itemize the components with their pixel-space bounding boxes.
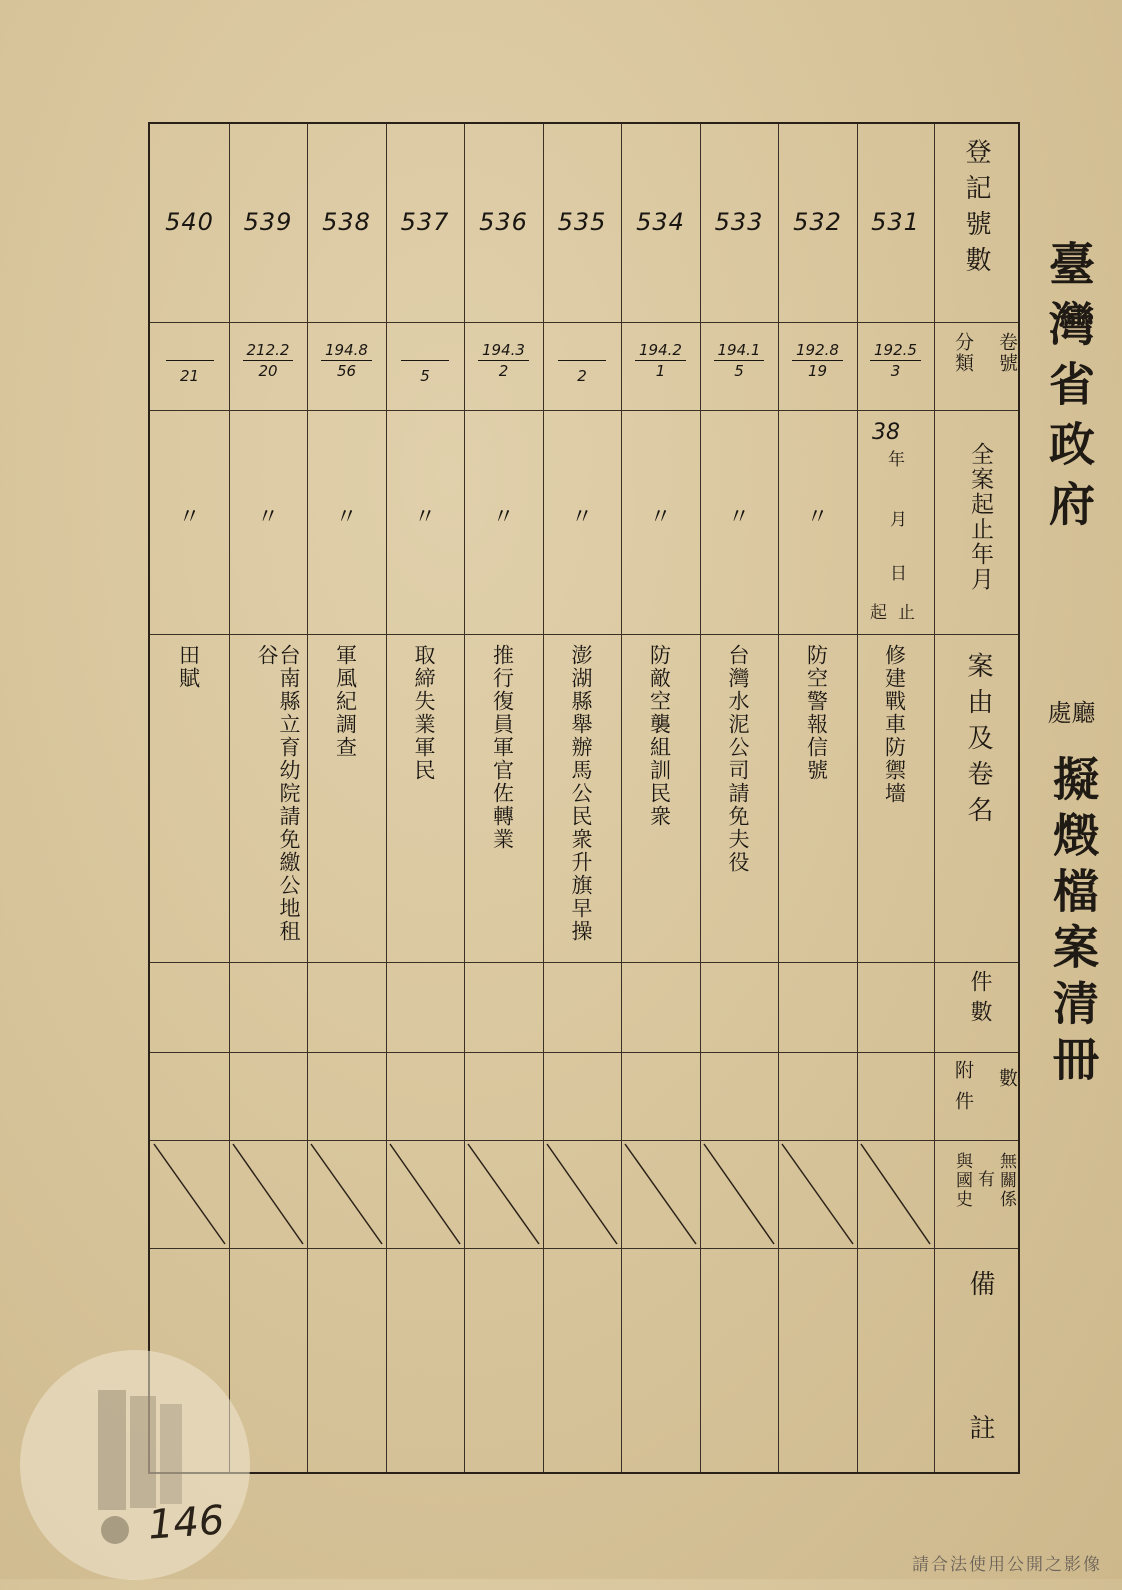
period-ditto: 〃 — [727, 505, 750, 530]
volume-category: 194.2 — [635, 340, 686, 361]
row-divider — [150, 322, 1018, 323]
row-divider — [150, 634, 1018, 635]
relation-slash — [464, 1140, 543, 1248]
volume-no: 3 — [890, 362, 901, 380]
archive-register-table — [148, 122, 1020, 1474]
header-relation-a: 無關係 — [996, 1152, 1016, 1209]
relation-slash-line — [782, 1144, 853, 1244]
period-ditto: 〃 — [649, 505, 672, 530]
volume-category — [558, 340, 606, 361]
watermark-text: 請合法使用公開之影像 — [912, 1555, 1102, 1575]
header-subject: 案由及卷名 — [963, 652, 993, 832]
header-relation-c: 與國史 — [952, 1152, 972, 1209]
volume-no: 5 — [734, 362, 744, 380]
reg-number: 531 — [871, 208, 920, 236]
column-divider — [857, 124, 858, 1472]
period-ditto: 〃 — [178, 505, 201, 530]
period-ditto: 〃 — [806, 505, 829, 530]
period-year-label: 年 — [884, 450, 904, 467]
volume-no: 1 — [655, 362, 666, 380]
column-divider — [778, 124, 779, 1472]
reg-number: 539 — [243, 208, 293, 236]
period-start-label: 起 — [870, 603, 887, 623]
column-divider — [307, 124, 308, 1472]
header-period: 全案起止年月 — [967, 442, 993, 592]
header-remarks-2: 註 — [965, 1414, 995, 1450]
subject-title: 防敵空襲組訓民衆 — [647, 644, 672, 828]
relation-slash — [307, 1140, 386, 1248]
volume-number — [386, 340, 464, 386]
period-ditto: 〃 — [256, 505, 279, 530]
reg-number: 533 — [714, 208, 764, 236]
relation-slash — [857, 1140, 934, 1248]
volume-number — [778, 340, 857, 381]
column-divider — [229, 124, 230, 1472]
relation-slash-line — [233, 1144, 303, 1244]
period-ditto: 〃 — [335, 505, 358, 530]
relation-slash — [150, 1140, 229, 1248]
volume-category: 194.8 — [321, 340, 372, 361]
period-ditto: 〃 — [492, 505, 515, 530]
column-divider — [543, 124, 544, 1472]
page-number: 146 — [146, 1497, 226, 1549]
relation-slash — [700, 1140, 778, 1248]
column-divider — [464, 124, 465, 1472]
subject-title: 軍風紀調查 — [333, 644, 358, 759]
volume-category: 192.8 — [792, 340, 843, 361]
column-divider — [934, 124, 935, 1472]
relation-slash-line — [390, 1144, 460, 1244]
volume-no: 5 — [420, 367, 430, 385]
relation-slash — [621, 1140, 700, 1248]
reg-number: 532 — [793, 208, 842, 236]
volume-category: 212.2 — [243, 340, 294, 361]
subject-title: 修建戰車防禦墻 — [882, 644, 907, 805]
reg-number: 536 — [479, 208, 528, 236]
relation-slash-line — [468, 1144, 539, 1244]
period-end-label: 止 — [898, 603, 915, 623]
volume-category — [401, 340, 449, 361]
volume-no: 20 — [258, 362, 278, 380]
column-divider — [621, 124, 622, 1472]
relation-slash-line — [704, 1144, 774, 1244]
relation-slash-line — [861, 1144, 930, 1244]
reg-number: 537 — [400, 208, 450, 236]
volume-no: 21 — [179, 367, 200, 385]
header-remarks-1: 備 — [965, 1270, 995, 1306]
volume-category: 194.1 — [714, 340, 765, 361]
reg-number: 538 — [322, 208, 371, 236]
volume-category: 194.3 — [478, 340, 529, 361]
column-divider — [386, 124, 387, 1472]
volume-number — [307, 340, 386, 381]
header-count: 件數 — [967, 970, 992, 1030]
reg-number: 534 — [636, 208, 685, 236]
relation-slash — [386, 1140, 464, 1248]
relation-slash — [543, 1140, 621, 1248]
subject-title: 防空警報信號 — [804, 644, 829, 782]
volume-number — [464, 340, 543, 381]
volume-number — [229, 340, 307, 381]
volume-number — [543, 340, 621, 386]
volume-category: 192.5 — [870, 340, 921, 361]
library-seal-icon — [10, 1340, 260, 1590]
relation-slash — [229, 1140, 307, 1248]
column-divider — [700, 124, 701, 1472]
document-subtitle: 擬燬檔案清冊 — [1046, 755, 1100, 1091]
volume-number — [150, 340, 229, 386]
office-label: 處 — [1043, 700, 1071, 724]
volume-number — [857, 340, 934, 381]
relation-slash-line — [547, 1144, 617, 1244]
document-title: 臺灣省政府 — [1042, 240, 1096, 540]
header-attach: 附件 — [952, 1060, 974, 1122]
volume-no: 56 — [336, 362, 357, 380]
row-divider — [150, 410, 1018, 411]
period-ditto: 〃 — [413, 505, 436, 530]
volume-category — [166, 340, 214, 361]
relation-slash-line — [625, 1144, 696, 1244]
period-ditto: 〃 — [570, 505, 593, 530]
volume-number — [700, 340, 778, 381]
volume-no: 19 — [807, 362, 828, 380]
subject-title: 台灣水泥公司請免夫役 — [726, 644, 750, 874]
period-year-value: 38 — [872, 420, 900, 445]
period-month-label: 月 — [886, 510, 906, 527]
header-attach-count: 數 — [996, 1068, 1018, 1089]
subject-title: 田賦 — [176, 644, 201, 690]
header-reg-no: 登記號數 — [961, 138, 991, 282]
header-relation-b: 有 — [974, 1170, 994, 1189]
header-vol-no: 卷號 — [996, 332, 1018, 374]
subject-title: 取締失業軍民 — [412, 644, 436, 782]
row-divider — [150, 1248, 1018, 1249]
volume-no: 2 — [577, 367, 587, 385]
period-day-label: 日 — [886, 564, 906, 581]
subject-title: 推行復員軍官佐轉業 — [490, 644, 515, 851]
relation-slash-line — [154, 1144, 225, 1244]
subject-title: 澎湖縣舉辦馬公民衆升旗早操 — [569, 644, 593, 943]
department-label: 廳 — [1067, 700, 1095, 728]
reg-number: 535 — [557, 208, 607, 236]
relation-slash — [778, 1140, 857, 1248]
row-divider — [150, 1052, 1018, 1053]
relation-slash-line — [311, 1144, 382, 1244]
reg-number: 540 — [165, 208, 214, 236]
volume-no: 2 — [498, 362, 509, 380]
volume-number — [621, 340, 700, 381]
subject-title: 台南縣立育幼院請免繳公地租谷 — [255, 644, 301, 943]
header-category: 分類 — [952, 332, 974, 374]
row-divider — [150, 962, 1018, 963]
